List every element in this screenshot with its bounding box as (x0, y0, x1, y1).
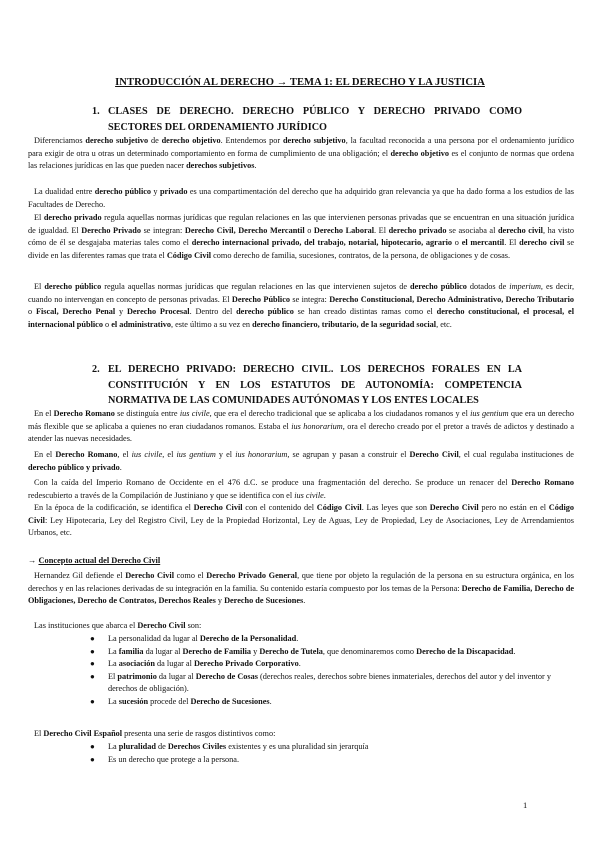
list-item-text (108, 696, 572, 709)
text-run: El (108, 671, 118, 681)
paragraph (28, 570, 574, 608)
text-run: Código Civil (28, 503, 574, 525)
list-item-text (108, 671, 572, 696)
text-run: Derecho Civil (137, 621, 186, 630)
text-run: En el (34, 450, 56, 459)
text-run: Derecho Constitucional, Derecho Administrativo, Derecho Tributario (329, 294, 574, 304)
text-run: ius gentium (176, 450, 216, 459)
text-run: y el (215, 450, 236, 459)
paragraph (28, 728, 574, 741)
text-run: el administrativo (111, 319, 172, 329)
list-item-text (108, 754, 572, 767)
text-run: Derecho de Familia (182, 646, 252, 656)
text-run: derecho público (409, 282, 467, 291)
text-run: se integra: (290, 294, 330, 304)
text-run: de (155, 742, 168, 751)
arrow-icon: → (28, 556, 37, 565)
text-run: ius civile (131, 450, 163, 459)
list-item-text (108, 633, 572, 646)
text-run: que era un derecho más flexible que se aplicaba a quienes no eran ciudadanos romanos. Estaba el (28, 409, 575, 431)
text-run: En la época de la codificación, se identifica el (34, 503, 194, 512)
text-run: da lugar al (154, 659, 194, 669)
bullet-icon: ● (90, 696, 95, 706)
text-run: , ha visto cómo de él se desgajaba materias tales como el (28, 225, 574, 248)
text-run: derecho civil (519, 238, 565, 248)
text-run: presenta una serie de rasgos distintivos como: (122, 729, 276, 738)
text-run: , el (162, 450, 177, 459)
text-run: familia (118, 646, 144, 656)
text-run: Derecho Civil (409, 450, 459, 459)
section-2-heading (92, 362, 522, 409)
text-run: Hernandez Gil defiende el (34, 571, 126, 580)
text-run: como derecho de familia, sucesiones, contratos, de la persona, de obligaciones y de cosas. (211, 250, 511, 260)
text-run: Derecho Laboral (313, 225, 375, 235)
paragraph (28, 212, 574, 262)
paragraph (28, 408, 574, 446)
list-item-text (108, 741, 572, 754)
text-run: se distinguía entre (114, 409, 180, 418)
text-run: . El (504, 238, 520, 248)
subheading-label: Concepto actual del Derecho Civil (38, 556, 161, 565)
text-run: derecho público (236, 307, 294, 317)
text-run: . (323, 490, 326, 500)
bullet-list-body (72, 741, 572, 766)
text-run: Derechos Civiles (167, 742, 227, 751)
text-run: derecho objetivo (161, 136, 221, 145)
text-run: Derecho Romano (511, 478, 574, 487)
text-run: y (251, 646, 260, 656)
text-run: se asociaba al (446, 225, 498, 235)
text-run: , que tiene por objeto la regulación de la persona en su estructura orgánica, en los derechos y en las relaciones derivadas de su integración en la familia. Su contenido estaría compuesto por los temas de la Persona: (28, 571, 574, 593)
text-run: La (108, 659, 119, 669)
text-run: Derecho Civil (125, 571, 174, 580)
text-run: o (28, 307, 36, 317)
text-run: se han creado distintas ramas como el (293, 307, 437, 317)
text-run: La (108, 646, 119, 656)
text-run: se divide en las diferentes ramas que trata el (28, 238, 575, 260)
paragraph (28, 281, 574, 331)
paragraph (28, 449, 574, 474)
text-run: . (298, 659, 301, 669)
text-run: , se agrupan y pasan a construir el (287, 450, 410, 459)
text-run: , el cual regulaba instituciones de (458, 450, 574, 459)
text-run: , este último a su vez en (171, 319, 253, 329)
text-run: pero no están en el (478, 503, 549, 512)
paragraph (28, 477, 574, 502)
text-run: dotados de (466, 282, 510, 291)
text-run: de (148, 136, 162, 145)
text-run: como el (174, 571, 207, 580)
text-run: el mercantil (461, 238, 505, 248)
text-run: da lugar al (156, 671, 196, 681)
text-run: asociación (118, 659, 155, 669)
text-run: . (513, 646, 516, 656)
text-run: ius honorarium (291, 421, 343, 431)
text-run: Derecho de Sucesiones (190, 696, 270, 706)
text-run: , que era el derecho tradicional que se aplicaba a los ciudadanos romanos y el (209, 409, 471, 418)
text-run: , la facultad reconocida a una persona por el ordenamiento jurídico para exigir de otra u otras un determinado comportamiento en forma de cumplimiento de una obligación; el (28, 136, 574, 158)
section-1-number: 1. (92, 106, 100, 117)
text-run: y (151, 187, 160, 196)
text-run: o (304, 225, 314, 235)
list-item (72, 633, 572, 646)
paragraph (28, 620, 574, 633)
text-run: o (102, 319, 112, 329)
section-2-number: 2. (92, 364, 100, 375)
text-run: Derecho Público (231, 294, 291, 304)
text-run: Derecho de Tutela (259, 646, 323, 656)
text-run: . (254, 161, 257, 171)
text-run: regula aquellas normas jurídicas que regulan relaciones en las que intervienen personas privadas que se encuentran en una situación jurídica de igualdad. El (28, 213, 574, 235)
text-run: es una compartimentación del derecho que ha adquirido gran relevancia ya que ha dado forma a los estudios de las Facultades de Derecho. (28, 187, 575, 209)
section-2-title: EL DERECHO PRIVADO: DERECHO CIVIL. LOS DERECHOS FORALES EN LA CONSTITUCIÓN Y EN LOS ESTATUTOS DE AUTONOMÍA: COMPETENCIA NORMATIVA DE LAS COMUNIDADES AUTÓNOMAS Y LOS ENTES LOCALES (108, 364, 522, 407)
text-run: , el (117, 450, 132, 459)
text-run: La (108, 742, 119, 751)
text-run: La dualidad entre (34, 187, 95, 196)
text-run: . (303, 596, 306, 606)
text-run: Derecho Procesal (126, 307, 190, 317)
text-run: Derecho Privado Corporativo (193, 659, 299, 669)
text-run: Con la caída del Imperio Romano de Occidente en el 476 d.C. se produce una fragmentación del derecho. Se produce un renacer del (34, 478, 512, 487)
text-run: . (119, 462, 122, 472)
text-run: . (269, 696, 272, 706)
bullet-icon: ● (90, 634, 95, 643)
text-run: La personalidad da lugar al (108, 634, 200, 643)
bullet-list-body (72, 633, 572, 709)
text-run: ius civile (179, 409, 210, 418)
text-run: derecho privado (388, 225, 447, 235)
document-title: INTRODUCCIÓN AL DERECHO → TEMA 1: EL DERECHO Y LA JUSTICIA (115, 77, 485, 88)
text-run: derecho subjetivo (85, 136, 149, 145)
text-run: Código Civil (166, 250, 212, 260)
page-number: 1 (523, 800, 528, 810)
paragraph (28, 186, 574, 211)
text-run: Derecho de Familia, Derecho de Obligaciones, Derecho de Contratos, Derechos Reales (28, 583, 574, 606)
paragraph (28, 502, 574, 540)
bullet-icon: ● (90, 742, 95, 751)
text-run: existentes y es una pluralidad sin jerarquía (226, 742, 369, 751)
text-run: Derecho Civil (193, 503, 243, 512)
text-run: El (34, 729, 44, 738)
text-run: Las instituciones que abarca el (34, 621, 138, 630)
text-run: . Las leyes que son (361, 503, 430, 512)
text-run: Fiscal, Derecho Penal (35, 307, 116, 317)
text-run: ius gentium (470, 409, 509, 418)
bullet-icon: ● (90, 754, 95, 764)
text-run: Es un derecho que protege a la persona. (108, 754, 240, 764)
paragraph (28, 135, 574, 173)
text-run: Derecho Civil (429, 503, 479, 512)
text-run: se integran: (141, 225, 185, 235)
text-run: derecho objetivo (390, 148, 450, 158)
section-1-heading (92, 104, 522, 135)
text-run: . Entendemos por (220, 136, 283, 145)
list-item (72, 671, 572, 696)
text-run: , ora el derecho creado por el pretor a través de adictos y destinado a atender las nuevas necesidades. (28, 421, 574, 444)
text-run: derecho privado (43, 213, 102, 222)
list-item (72, 646, 572, 659)
text-run: derecho público (94, 187, 152, 196)
text-run: Derecho Romano (55, 450, 118, 459)
text-run: patrimonio (117, 671, 157, 681)
text-run: Derecho de la Discapacidad (416, 646, 514, 656)
text-run: Derecho Privado (81, 225, 141, 235)
text-run: ius civile (294, 490, 324, 500)
text-run: . Dentro del (189, 307, 237, 317)
bullet-icon: ● (90, 671, 95, 681)
text-run: (derechos reales, derechos sobre bienes inmateriales, derechos del autor y del inventor y derechos de obligación). (108, 671, 551, 694)
text-run: , etc. (436, 319, 452, 329)
text-run: o (452, 238, 462, 248)
list-item-text (108, 646, 572, 659)
text-run: derecho internacional privado, del trabajo, notarial, hipotecario, agrario (191, 238, 453, 248)
text-run: da lugar al (143, 646, 183, 656)
text-run: derechos subjetivos (186, 161, 255, 171)
text-run: Derecho Civil, Derecho Mercantil (184, 225, 305, 235)
text-run: con el contenido del (242, 503, 317, 512)
text-run: derecho financiero, tributario, de la seguridad social (252, 319, 437, 329)
text-run: . (296, 634, 299, 643)
text-run: Derecho Romano (53, 409, 115, 418)
text-run: privado (159, 187, 188, 196)
text-run: procede del (148, 696, 191, 706)
list-item (72, 658, 572, 671)
list-item-text (108, 658, 572, 671)
subheading-concepto (28, 556, 160, 565)
text-run: La (108, 696, 119, 706)
bullet-icon: ● (90, 659, 95, 669)
text-run: sucesión (118, 696, 149, 706)
text-run: son: (185, 621, 202, 630)
text-run: imperium (509, 282, 541, 291)
text-run: En el (34, 409, 54, 418)
bullet-list-instituciones (72, 633, 572, 709)
text-run: Derecho de Sucesiones (224, 596, 304, 606)
text-run: Diferenciamos (34, 136, 86, 145)
bullet-icon: ● (90, 646, 95, 656)
text-run: Derecho de Cosas (195, 671, 258, 681)
section-1-title: CLASES DE DERECHO. DERECHO PÚBLICO Y DERECHO PRIVADO COMO SECTORES DEL ORDENAMIENTO JURÍDICO (108, 106, 522, 133)
text-run: Derecho de la Personalidad (199, 634, 297, 643)
text-run: , que denominaremos como (322, 646, 417, 656)
text-run: : Ley Hipotecaria, Ley del Registro Civil, Ley de la Propiedad Horizontal, Ley de Aguas, Ley de Propiedad, Ley de Asociaciones, Ley de Arrendamientos Urbanos, etc. (28, 515, 574, 538)
text-run: y (215, 596, 225, 606)
bullet-list-rasgos (72, 741, 572, 766)
text-run: ius honorarium (235, 450, 288, 459)
text-run: derecho constitucional, el procesal, el internacional público (28, 307, 575, 329)
text-run: . El (374, 225, 389, 235)
list-item (72, 741, 572, 754)
list-item (72, 696, 572, 709)
text-run: redescubierto a través de la Compilación de Justiniano y que se identifica con el (28, 490, 295, 500)
text-run: pluralidad (118, 742, 156, 751)
text-run: derecho civil (497, 225, 543, 235)
text-run: El (34, 213, 44, 222)
text-run: derecho público y privado (28, 462, 120, 472)
text-run: , es decir, cuando no intervengan en concepto de personas privadas. El (28, 282, 575, 304)
text-run: y (115, 307, 127, 317)
text-run: derecho público (44, 282, 102, 291)
text-run: Derecho Civil Español (43, 729, 123, 738)
text-run: Derecho Privado General (206, 571, 298, 580)
text-run: Código Civil (316, 503, 362, 512)
text-run: regula aquellas normas jurídicas que regulan relaciones en las que intervienen sujetos de (101, 282, 410, 291)
list-item (72, 754, 572, 767)
text-run: es el conjunto de normas que ordena las relaciones jurídicas en las que pueden nacer (28, 148, 574, 171)
text-run: derecho subjetivo (282, 136, 346, 145)
text-run: El (34, 282, 45, 291)
